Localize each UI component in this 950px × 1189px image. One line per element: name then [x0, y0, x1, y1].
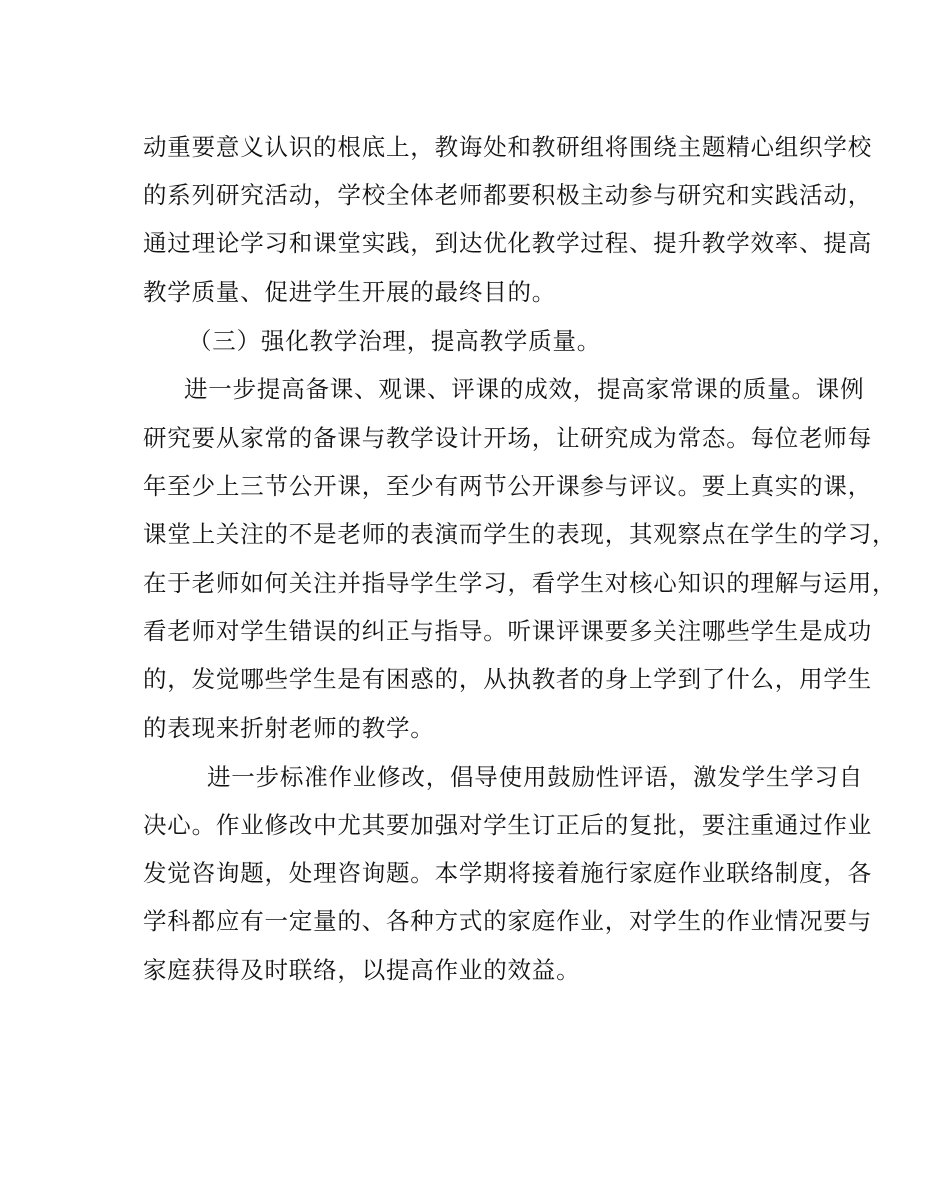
paragraph-2-line-5: 在于老师如何关注并指导学生学习，看学生对核心知识的理解与运用，: [143, 569, 897, 597]
paragraph-3-line-5: 家庭获得及时联络，以提高作业的效益。: [143, 956, 581, 984]
paragraph-1-line-3: 通过理论学习和课堂实践，到达优化教学过程、提升教学效率、提高: [143, 229, 872, 257]
paragraph-2-line-1: 进一步提高备课、观课、评课的成效，提高家常课的质量。课例: [184, 375, 865, 403]
paragraph-2-line-3: 年至少上三节公开课，至少有两节公开课参与评议。要上真实的课，: [143, 472, 872, 500]
paragraph-2-line-2: 研究要从家常的备课与教学设计开场，让研究成为常态。每位老师每: [143, 424, 872, 452]
paragraph-2-line-6: 看老师对学生错误的纠正与指导。听课评课要多关注哪些学生是成功: [143, 617, 872, 645]
paragraph-1-line-4: 教学质量、促进学生开展的最终目的。: [143, 278, 557, 306]
paragraph-3-line-3: 发觉咨询题，处理咨询题。本学期将接着施行家庭作业联络制度，各: [143, 859, 872, 887]
paragraph-2-line-7: 的，发觉哪些学生是有困惑的，从执教者的身上学到了什么，用学生: [143, 665, 872, 693]
paragraph-2-line-8: 的表现来折射老师的教学。: [143, 714, 435, 742]
paragraph-1-line-2: 的系列研究活动，学校全体老师都要积极主动参与研究和实践活动，: [143, 181, 872, 209]
paragraph-3-line-1: 进一步标准作业修改，倡导使用鼓励性评语，激发学生学习自: [207, 763, 864, 791]
paragraph-2-line-4: 课堂上关注的不是老师的表演而学生的表现，其观察点在学生的学习，: [143, 520, 897, 548]
paragraph-1-line-1: 动重要意义认识的根底上，教诲处和教研组将围绕主题精心组织学校: [143, 133, 872, 161]
paragraph-3-line-2: 决心。作业修改中尤其要加强对学生订正后的复批，要注重通过作业: [143, 811, 872, 839]
section-heading-3: （三）强化教学治理，提高教学质量。: [188, 327, 602, 355]
paragraph-3-line-4: 学科都应有一定量的、各种方式的家庭作业，对学生的作业情况要与: [143, 907, 872, 935]
